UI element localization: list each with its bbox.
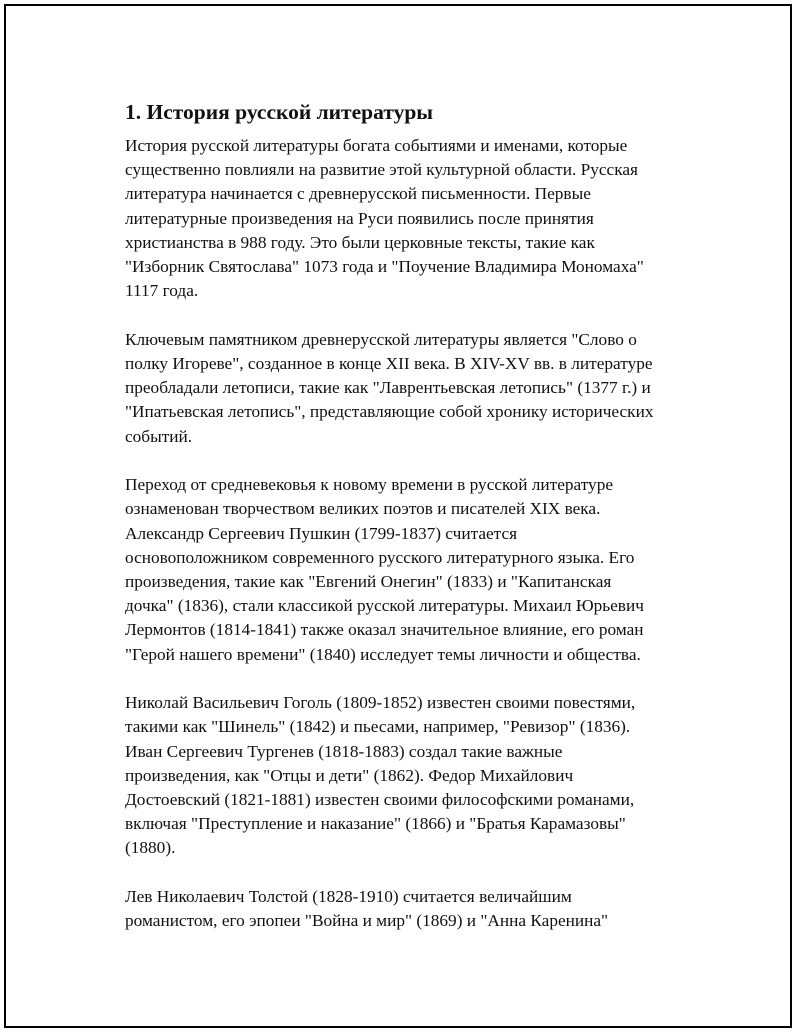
text-line: литературные произведения на Руси появились после принятия — [125, 208, 594, 228]
section-heading: 1. История русской литературы — [125, 100, 434, 124]
text-line: Переход от средневековья к новому времени в русской литературе — [125, 475, 613, 495]
text-line: христианства в 988 году. Это были церковные тексты, такие как — [125, 232, 595, 252]
text-line: Лев Николаевич Толстой (1828-1910) считается величайшим — [125, 887, 572, 907]
text-line: Николай Васильевич Гоголь (1809-1852) известен своими повестями, — [125, 693, 636, 713]
text-line: романистом, его эпопеи "Война и мир" (1869) и "Анна Каренина" — [125, 911, 609, 931]
text-line: преобладали летописи, такие как "Лаврентьевская летопись" (1377 г.) и — [125, 378, 651, 398]
paragraph-tolstoy — [125, 885, 700, 933]
paragraph-history-intro — [125, 134, 700, 303]
text-line: 1117 года. — [125, 281, 199, 301]
text-line: "Герой нашего времени" (1840) исследует темы личности и общества. — [125, 644, 641, 664]
text-line: Иван Сергеевич Тургенев (1818-1883) создал такие важные — [125, 741, 563, 761]
text-line: (1880). — [125, 838, 176, 858]
text-line: История русской литературы богата событиями и именами, которые — [125, 136, 628, 155]
page-frame — [4, 4, 792, 1028]
text-line: Александр Сергеевич Пушкин (1799-1837) считается — [125, 523, 518, 543]
text-line: основоположником современного русского литературного языка. Его — [125, 547, 635, 567]
paragraph-old-russian — [125, 328, 700, 449]
text-line: произведения, такие как "Евгений Онегин" (1833) и "Капитанская — [125, 572, 612, 592]
text-line: "Изборник Святослава" 1073 года и "Поучение Владимира Мономаха" — [125, 257, 644, 277]
text-line: ознаменован творчеством великих поэтов и писателей XIX века. — [125, 499, 601, 519]
text-line: дочка" (1836), стали классикой русской литературы. Михаил Юрьевич — [125, 596, 644, 616]
text-line: произведения, как "Отцы и дети" (1862). Федор Михайлович — [125, 765, 574, 785]
text-line: "Ипатьевская летопись", представляющие собой хронику исторических — [125, 402, 654, 422]
paragraph-nineteenth-century — [125, 473, 700, 667]
text-line: полку Игореве", созданное в конце XII века. В XIV-XV вв. в литературе — [125, 354, 653, 374]
text-line: такими как "Шинель" (1842) и пьесами, например, "Ревизор" (1836). — [125, 717, 631, 737]
text-line: событий. — [125, 426, 193, 446]
text-line: включая "Преступление и наказание" (1866) и "Братья Карамазовы" — [125, 814, 626, 834]
document-body — [125, 98, 700, 958]
text-line: литература начинается с древнерусской письменности. Первые — [125, 184, 591, 204]
text-line: Достоевский (1821-1881) известен своими философскими романами, — [125, 790, 635, 810]
paragraph-gogol-turgenev-dostoevsky — [125, 691, 700, 860]
text-line: существенно повлияли на развитие этой культурной области. Русская — [125, 160, 638, 180]
text-line: Ключевым памятником древнерусской литературы является "Слово о — [125, 329, 637, 349]
text-line: Лермонтов (1814-1841) также оказал значительное влияние, его роман — [125, 620, 644, 640]
